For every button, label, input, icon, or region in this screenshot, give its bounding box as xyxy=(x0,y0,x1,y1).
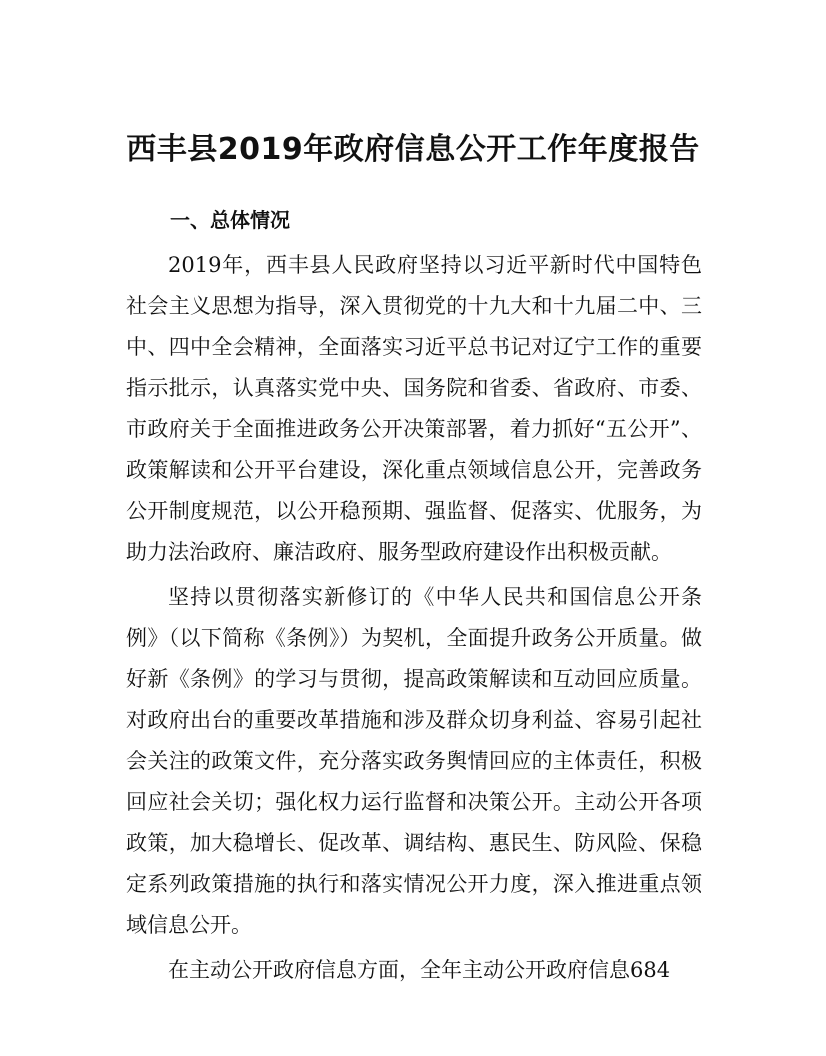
document-body xyxy=(126,245,702,995)
paragraph-disclosure: 在主动公开政府信息方面，全年主动公开政府信息684 xyxy=(168,958,671,982)
document-title: 西丰县2019年政府信息公开工作年度报告 xyxy=(126,132,700,167)
paragraph-overview: 2019年，西丰县人民政府坚持以习近平新时代中国特色社会主义思想为指导，深入贯彻党的十九大和十九届二中、三中、四中全会精神，全面落实习近平总书记对辽宁工作的重要指示批示，认真落实党中央、国务院和省委、省政府、市委、市政府关于全面推进政务公开决策部署，着力抓好“五公开”、政策解读和公开平台建设，深化重点领域信息公开，完善政务公开制度规范，以公开稳预期、强监督、促落实、优服务，为助力法治政府、廉洁政府、服务型政府建设作出积极贡献。 xyxy=(126,253,702,564)
section-heading: 一、总体情况 xyxy=(170,208,290,232)
paragraph-regulations: 坚持以贯彻落实新修订的《中华人民共和国信息公开条例》（以下简称《条例》）为契机，全面提升政务公开质量。做好新《条例》的学习与贯彻，提高政策解读和互动回应质量。对政府出台的重要改革措施和涉及群众切身利益、容易引起社会关注的政策文件，充分落实政务舆情回应的主体责任，积极回应社会关切；强化权力运行监督和决策公开。主动公开各项政策，加大稳增长、促改革、调结构、惠民生、防风险、保稳定系列政策措施的执行和落实情况公开力度，深入推进重点领域信息公开。 xyxy=(126,585,702,937)
